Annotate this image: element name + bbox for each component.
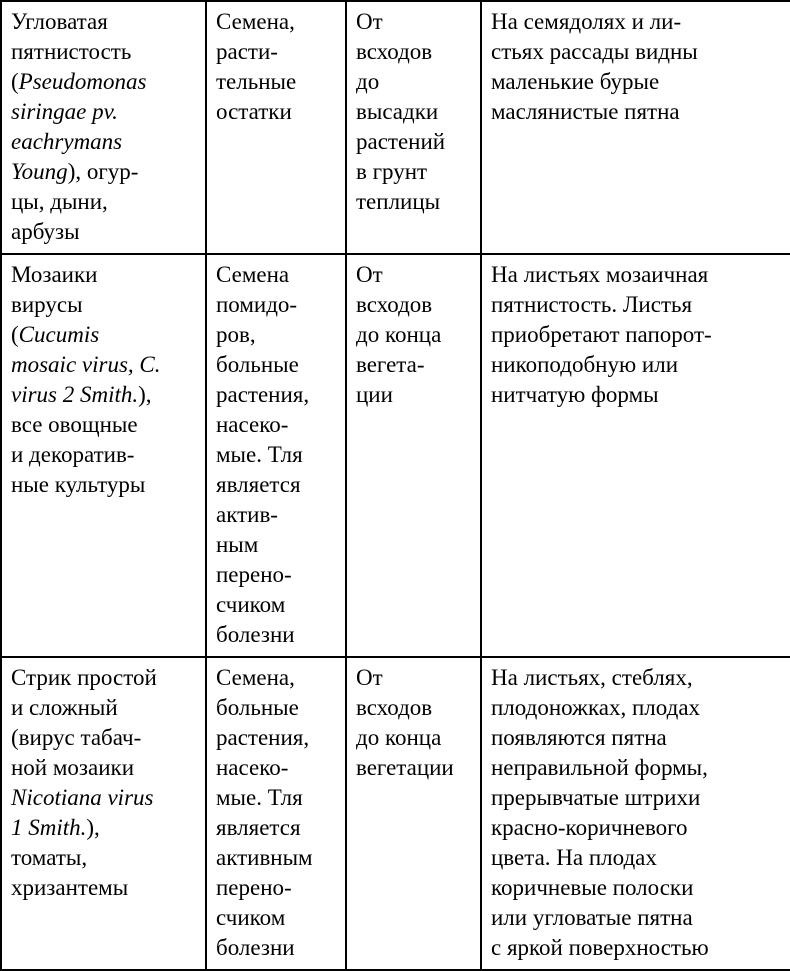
cell-text-line <box>491 290 782 320</box>
text-segment: Семена, <box>216 665 295 690</box>
latin-name-text: eachrymans <box>11 129 123 154</box>
text-segment: теплицы <box>356 189 441 214</box>
cell-text-line <box>11 693 197 723</box>
cell-text-line <box>491 693 782 723</box>
table-row-2 <box>1 254 790 657</box>
text-segment: На листьях, стеблях, <box>491 665 693 690</box>
text-segment: счиком <box>216 592 286 617</box>
text-segment: прерывчатые штрихи <box>491 785 701 810</box>
cell-text-line <box>216 260 337 290</box>
cell-text-line <box>216 37 337 67</box>
cell-text-line <box>216 693 337 723</box>
text-segment: насеко- <box>216 755 289 780</box>
text-segment: стьях рассады видны <box>491 39 698 64</box>
cell-text-line <box>356 157 472 187</box>
table-cell-r2-c4 <box>481 254 790 657</box>
latin-name-text: Pseudomonas <box>18 69 147 94</box>
cell-text-line <box>356 67 472 97</box>
table-cell-r2-c1 <box>1 254 206 657</box>
text-segment: насеко- <box>216 412 289 437</box>
cell-text-line <box>216 663 337 693</box>
text-segment: приобретают папорот- <box>491 322 712 347</box>
text-segment: растения, <box>216 725 310 750</box>
cell-text-line <box>356 127 472 157</box>
text-segment: ров, <box>216 322 256 347</box>
cell-text-line <box>11 873 197 903</box>
text-segment: цы, дыни, <box>11 189 108 214</box>
text-segment: цвета. На плодах <box>491 845 657 870</box>
table-cell-r1-c4 <box>481 1 790 254</box>
text-segment: тельные <box>216 69 297 94</box>
latin-name-text: Young <box>11 159 68 184</box>
cell-text-line <box>491 37 782 67</box>
text-segment: ), <box>138 382 152 407</box>
cell-text-line <box>356 187 472 217</box>
table-cell-r2-c3 <box>346 254 481 657</box>
text-segment: растения, <box>216 382 310 407</box>
cell-text-line <box>11 723 197 753</box>
table-cell-r3-c1 <box>1 657 206 970</box>
cell-text-line <box>216 843 337 873</box>
cell-text-line <box>216 590 337 620</box>
cell-text-line <box>216 903 337 933</box>
cell-text-line <box>11 753 197 783</box>
cell-text-line <box>216 410 337 440</box>
text-segment: маслянистые пятна <box>491 99 680 124</box>
cell-text-line <box>491 7 782 37</box>
text-segment: или угловатые пятна <box>491 905 693 930</box>
text-segment: активным <box>216 845 313 870</box>
table-cell-r3-c2 <box>206 657 346 970</box>
cell-text-line <box>491 723 782 753</box>
text-segment: мые. Тля <box>216 785 303 810</box>
cell-text-line <box>11 127 197 157</box>
cell-text-line <box>356 290 472 320</box>
cell-text-line <box>216 753 337 783</box>
cell-text-line <box>491 260 782 290</box>
text-segment: На листьях мозаичная <box>491 262 709 287</box>
text-segment: и сложный <box>11 695 118 720</box>
cell-text-line <box>11 380 197 410</box>
cell-text-line <box>356 7 472 37</box>
table-row-3 <box>1 657 790 970</box>
text-segment: пятнистость. Листья <box>491 292 693 317</box>
text-segment: ции <box>356 382 393 407</box>
text-segment: больные <box>216 695 299 720</box>
text-segment: пятнистость <box>11 39 132 64</box>
table-cell-r3-c4 <box>481 657 790 970</box>
cell-text-line <box>491 350 782 380</box>
cell-text-line <box>356 37 472 67</box>
text-segment: неправильной формы, <box>491 755 708 780</box>
text-segment: в грунт <box>356 159 428 184</box>
cell-text-line <box>216 530 337 560</box>
cell-text-line <box>216 813 337 843</box>
cell-text-line <box>216 290 337 320</box>
text-segment: остатки <box>216 99 292 124</box>
text-segment: с яркой поверхностью <box>491 935 709 960</box>
cell-text-line <box>491 663 782 693</box>
cell-text-line <box>11 813 197 843</box>
cell-text-line <box>11 37 197 67</box>
cell-text-line <box>491 753 782 783</box>
text-segment: до конца <box>356 725 442 750</box>
cell-text-line <box>491 97 782 127</box>
text-segment: до <box>356 69 380 94</box>
cell-text-line <box>216 440 337 470</box>
table-cell-r1-c2 <box>206 1 346 254</box>
table-body <box>1 1 790 970</box>
text-segment: нитчатую формы <box>491 382 659 407</box>
cell-text-line <box>491 903 782 933</box>
cell-text-line <box>216 67 337 97</box>
text-segment: (вирус табач- <box>11 725 142 750</box>
cell-text-line <box>356 260 472 290</box>
cell-text-line <box>11 7 197 37</box>
cell-text-line <box>356 320 472 350</box>
text-segment: расти- <box>216 39 278 64</box>
text-segment: больные <box>216 352 299 377</box>
cell-text-line <box>356 350 472 380</box>
text-segment: ным <box>216 532 259 557</box>
cell-text-line <box>11 350 197 380</box>
text-segment: всходов <box>356 39 433 64</box>
text-segment: томаты, <box>11 845 88 870</box>
table-row-1 <box>1 1 790 254</box>
text-segment: ), огур- <box>67 159 139 184</box>
cell-text-line <box>11 663 197 693</box>
text-segment: На семядолях и ли- <box>491 9 682 34</box>
text-segment: вегета- <box>356 352 425 377</box>
text-segment: Мозаики <box>11 262 98 287</box>
cell-text-line <box>11 157 197 187</box>
cell-text-line <box>491 320 782 350</box>
text-segment: является <box>216 815 301 840</box>
text-segment: ные культуры <box>11 472 146 497</box>
cell-text-line <box>491 783 782 813</box>
text-segment: появляются пятна <box>491 725 667 750</box>
text-segment: хризантемы <box>11 875 129 900</box>
cell-text-line <box>11 290 197 320</box>
cell-text-line <box>216 560 337 590</box>
table-cell-r1-c3 <box>346 1 481 254</box>
cell-text-line <box>216 97 337 127</box>
cell-text-line <box>216 783 337 813</box>
latin-name-text: Cucumis <box>18 322 100 347</box>
cell-text-line <box>11 470 197 500</box>
cell-text-line <box>216 320 337 350</box>
text-segment: всходов <box>356 695 433 720</box>
text-segment: и декоратив- <box>11 442 135 467</box>
cell-text-line <box>491 67 782 97</box>
text-segment: растений <box>356 129 446 154</box>
text-segment: Семена <box>216 262 290 287</box>
text-segment: вирусы <box>11 292 83 317</box>
text-segment: маленькие бурые <box>491 69 660 94</box>
text-segment: Стрик простой <box>11 665 157 690</box>
text-segment: высадки <box>356 99 439 124</box>
cell-text-line <box>356 97 472 127</box>
cell-text-line <box>11 187 197 217</box>
text-segment: Угловатая <box>11 9 108 34</box>
text-segment: От <box>356 9 383 34</box>
text-segment: всходов <box>356 292 433 317</box>
cell-text-line <box>11 440 197 470</box>
cell-text-line <box>216 380 337 410</box>
text-segment: все овощные <box>11 412 138 437</box>
latin-name-text: mosaic virus, C. <box>11 352 161 377</box>
text-segment: болезни <box>216 622 295 647</box>
cell-text-line <box>216 7 337 37</box>
text-segment: плодоножках, плодах <box>491 695 701 720</box>
latin-name-text: Nicotiana virus <box>11 785 154 810</box>
cell-text-line <box>491 843 782 873</box>
text-segment: ( <box>11 69 19 94</box>
cell-text-line <box>216 350 337 380</box>
cell-text-line <box>491 813 782 843</box>
cell-text-line <box>216 500 337 530</box>
cell-text-line <box>356 693 472 723</box>
cell-text-line <box>491 380 782 410</box>
cell-text-line <box>11 97 197 127</box>
text-segment: никоподобную или <box>491 352 679 377</box>
text-segment: перено- <box>216 875 292 900</box>
cell-text-line <box>216 470 337 500</box>
text-segment: вегетации <box>356 755 454 780</box>
text-segment: болезни <box>216 935 295 960</box>
text-segment: перено- <box>216 562 292 587</box>
latin-name-text: 1 Smith. <box>11 815 87 840</box>
latin-name-text: virus 2 Smith. <box>11 382 139 407</box>
cell-text-line <box>356 723 472 753</box>
cell-text-line <box>356 380 472 410</box>
cell-text-line <box>491 873 782 903</box>
text-segment: ной мозаики <box>11 755 135 780</box>
text-segment: От <box>356 665 383 690</box>
text-segment: Семена, <box>216 9 295 34</box>
text-segment: является <box>216 472 301 497</box>
text-segment: мые. Тля <box>216 442 303 467</box>
cell-text-line <box>356 663 472 693</box>
text-segment: коричневые полоски <box>491 875 694 900</box>
text-segment: до конца <box>356 322 442 347</box>
cell-text-line <box>11 217 197 247</box>
cell-text-line <box>216 620 337 650</box>
table-cell-r3-c3 <box>346 657 481 970</box>
text-segment: актив- <box>216 502 278 527</box>
cell-text-line <box>11 260 197 290</box>
text-segment: счиком <box>216 905 286 930</box>
cell-text-line <box>216 873 337 903</box>
text-segment: ), <box>86 815 100 840</box>
text-segment: ( <box>11 322 19 347</box>
cell-text-line <box>11 783 197 813</box>
cell-text-line <box>11 320 197 350</box>
text-segment: красно-коричневого <box>491 815 688 840</box>
cell-text-line <box>11 410 197 440</box>
text-segment: помидо- <box>216 292 298 317</box>
latin-name-text: siringae pv. <box>11 99 118 124</box>
table-cell-r1-c1 <box>1 1 206 254</box>
cell-text-line <box>11 67 197 97</box>
cell-text-line <box>356 753 472 783</box>
table-cell-r2-c2 <box>206 254 346 657</box>
text-segment: арбузы <box>11 219 80 244</box>
text-segment: От <box>356 262 383 287</box>
cell-text-line <box>216 723 337 753</box>
cell-text-line <box>11 843 197 873</box>
